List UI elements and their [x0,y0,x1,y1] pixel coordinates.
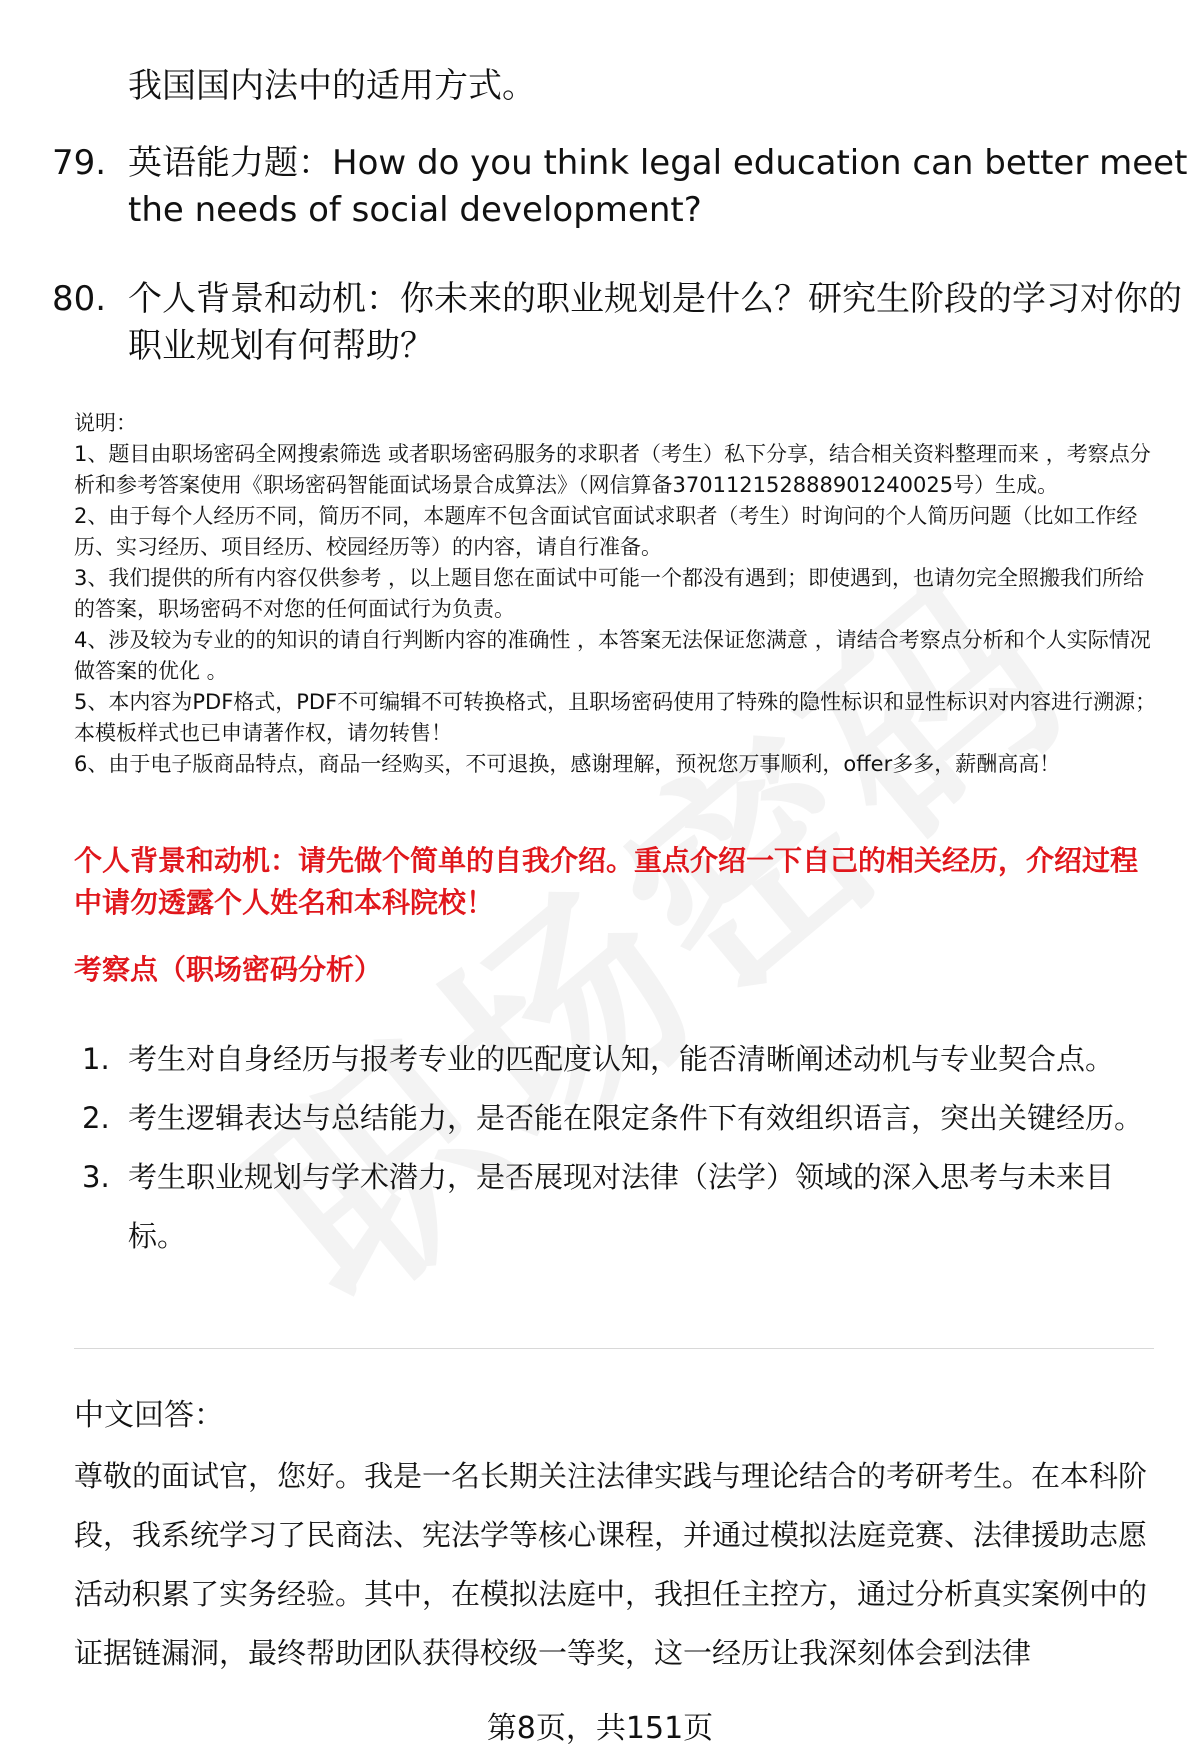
question-number: 80. [52,279,107,319]
section-heading: 个人背景和动机：请先做个简单的自我介绍。重点介绍一下自己的相关经历，介绍过程中请勿透露个人姓名和本科院校！ [74,844,1139,919]
point-number: 1. [82,1042,110,1076]
analysis-point [82,1089,1162,1148]
analysis-points [82,1030,1162,1266]
note-item: 3、我们提供的所有内容仅供参考 ，以上题目您在面试中可能一个都没有遇到；即使遇到，也请勿完全照搬我们所给的答案，职场密码不对您的任何面试行为负责。 [74,566,1145,621]
note-item: 6、由于电子版商品特点，商品一经购买，不可退换，感谢理解，预祝您万事顺利，offer多多，薪酬高高！ [74,752,1061,776]
note-item: 2、由于每个人经历不同，简历不同，本题库不包含面试官面试求职者（考生）时询问的个人简历问题（比如工作经历、实习经历、项目经历、校园经历等）的内容，请自行准备。 [74,504,1138,559]
analysis-point [82,1148,1162,1266]
point-text: 考生逻辑表达与总结能力，是否能在限定条件下有效组织语言，突出关键经历。 [128,1101,1144,1135]
question-text: 英语能力题：How do you think legal education can better meet the needs of social development? [128,143,1188,230]
note-item: 4、涉及较为专业的的知识的请自行判断内容的准确性 ，本答案无法保证您满意 ，请结合考察点分析和个人实际情况做答案的优化 。 [74,628,1151,683]
point-number: 2. [82,1101,110,1135]
page-footer: 第8页，共151页 [486,1711,714,1746]
continuation-text: 我国国内法中的适用方式。 [128,66,536,106]
notes-title: 说明： [74,411,137,435]
answer-text: 尊敬的面试官，您好。我是一名长期关注法律实践与理论结合的考研考生。在本科阶段，我系统学习了民商法、宪法学等核心课程，并通过模拟法庭竞赛、法律援助志愿活动积累了实务经验。其中，在模拟法庭中，我担任主控方，通过分析真实案例中的证据链漏洞，最终帮助团队获得校级一等奖，这一经历让我深刻体会到法律 [74,1459,1148,1670]
point-number: 3. [82,1160,110,1194]
answer-label: 中文回答： [74,1398,224,1433]
question-79 [52,140,1188,234]
analysis-title: 考察点（职场密码分析） [74,953,383,986]
question-80 [52,276,1188,370]
analysis-point [82,1030,1162,1089]
point-text: 考生职业规划与学术潜力，是否展现对法律（法学）领域的深入思考与未来目标。 [128,1160,1115,1253]
question-text: 个人背景和动机：你未来的职业规划是什么？研究生阶段的学习对你的职业规划有何帮助？ [128,279,1182,366]
notes-section [74,408,1164,780]
question-number: 79. [52,143,107,183]
point-text: 考生对自身经历与报考专业的匹配度认知，能否清晰阐述动机与专业契合点。 [128,1042,1115,1076]
note-item: 5、本内容为PDF格式，PDF不可编辑不可转换格式，且职场密码使用了特殊的隐性标识和显性标识对内容进行溯源；本模板样式也已申请著作权，请勿转售！ [74,690,1157,745]
divider [74,1348,1154,1349]
note-item: 1、题目由职场密码全网搜索筛选 或者职场密码服务的求职者（考生）私下分享，结合相关资料整理而来 ，考察点分析和参考答案使用《职场密码智能面试场景合成算法》（网信算备370112152888901240025号）生成。 [74,442,1151,497]
